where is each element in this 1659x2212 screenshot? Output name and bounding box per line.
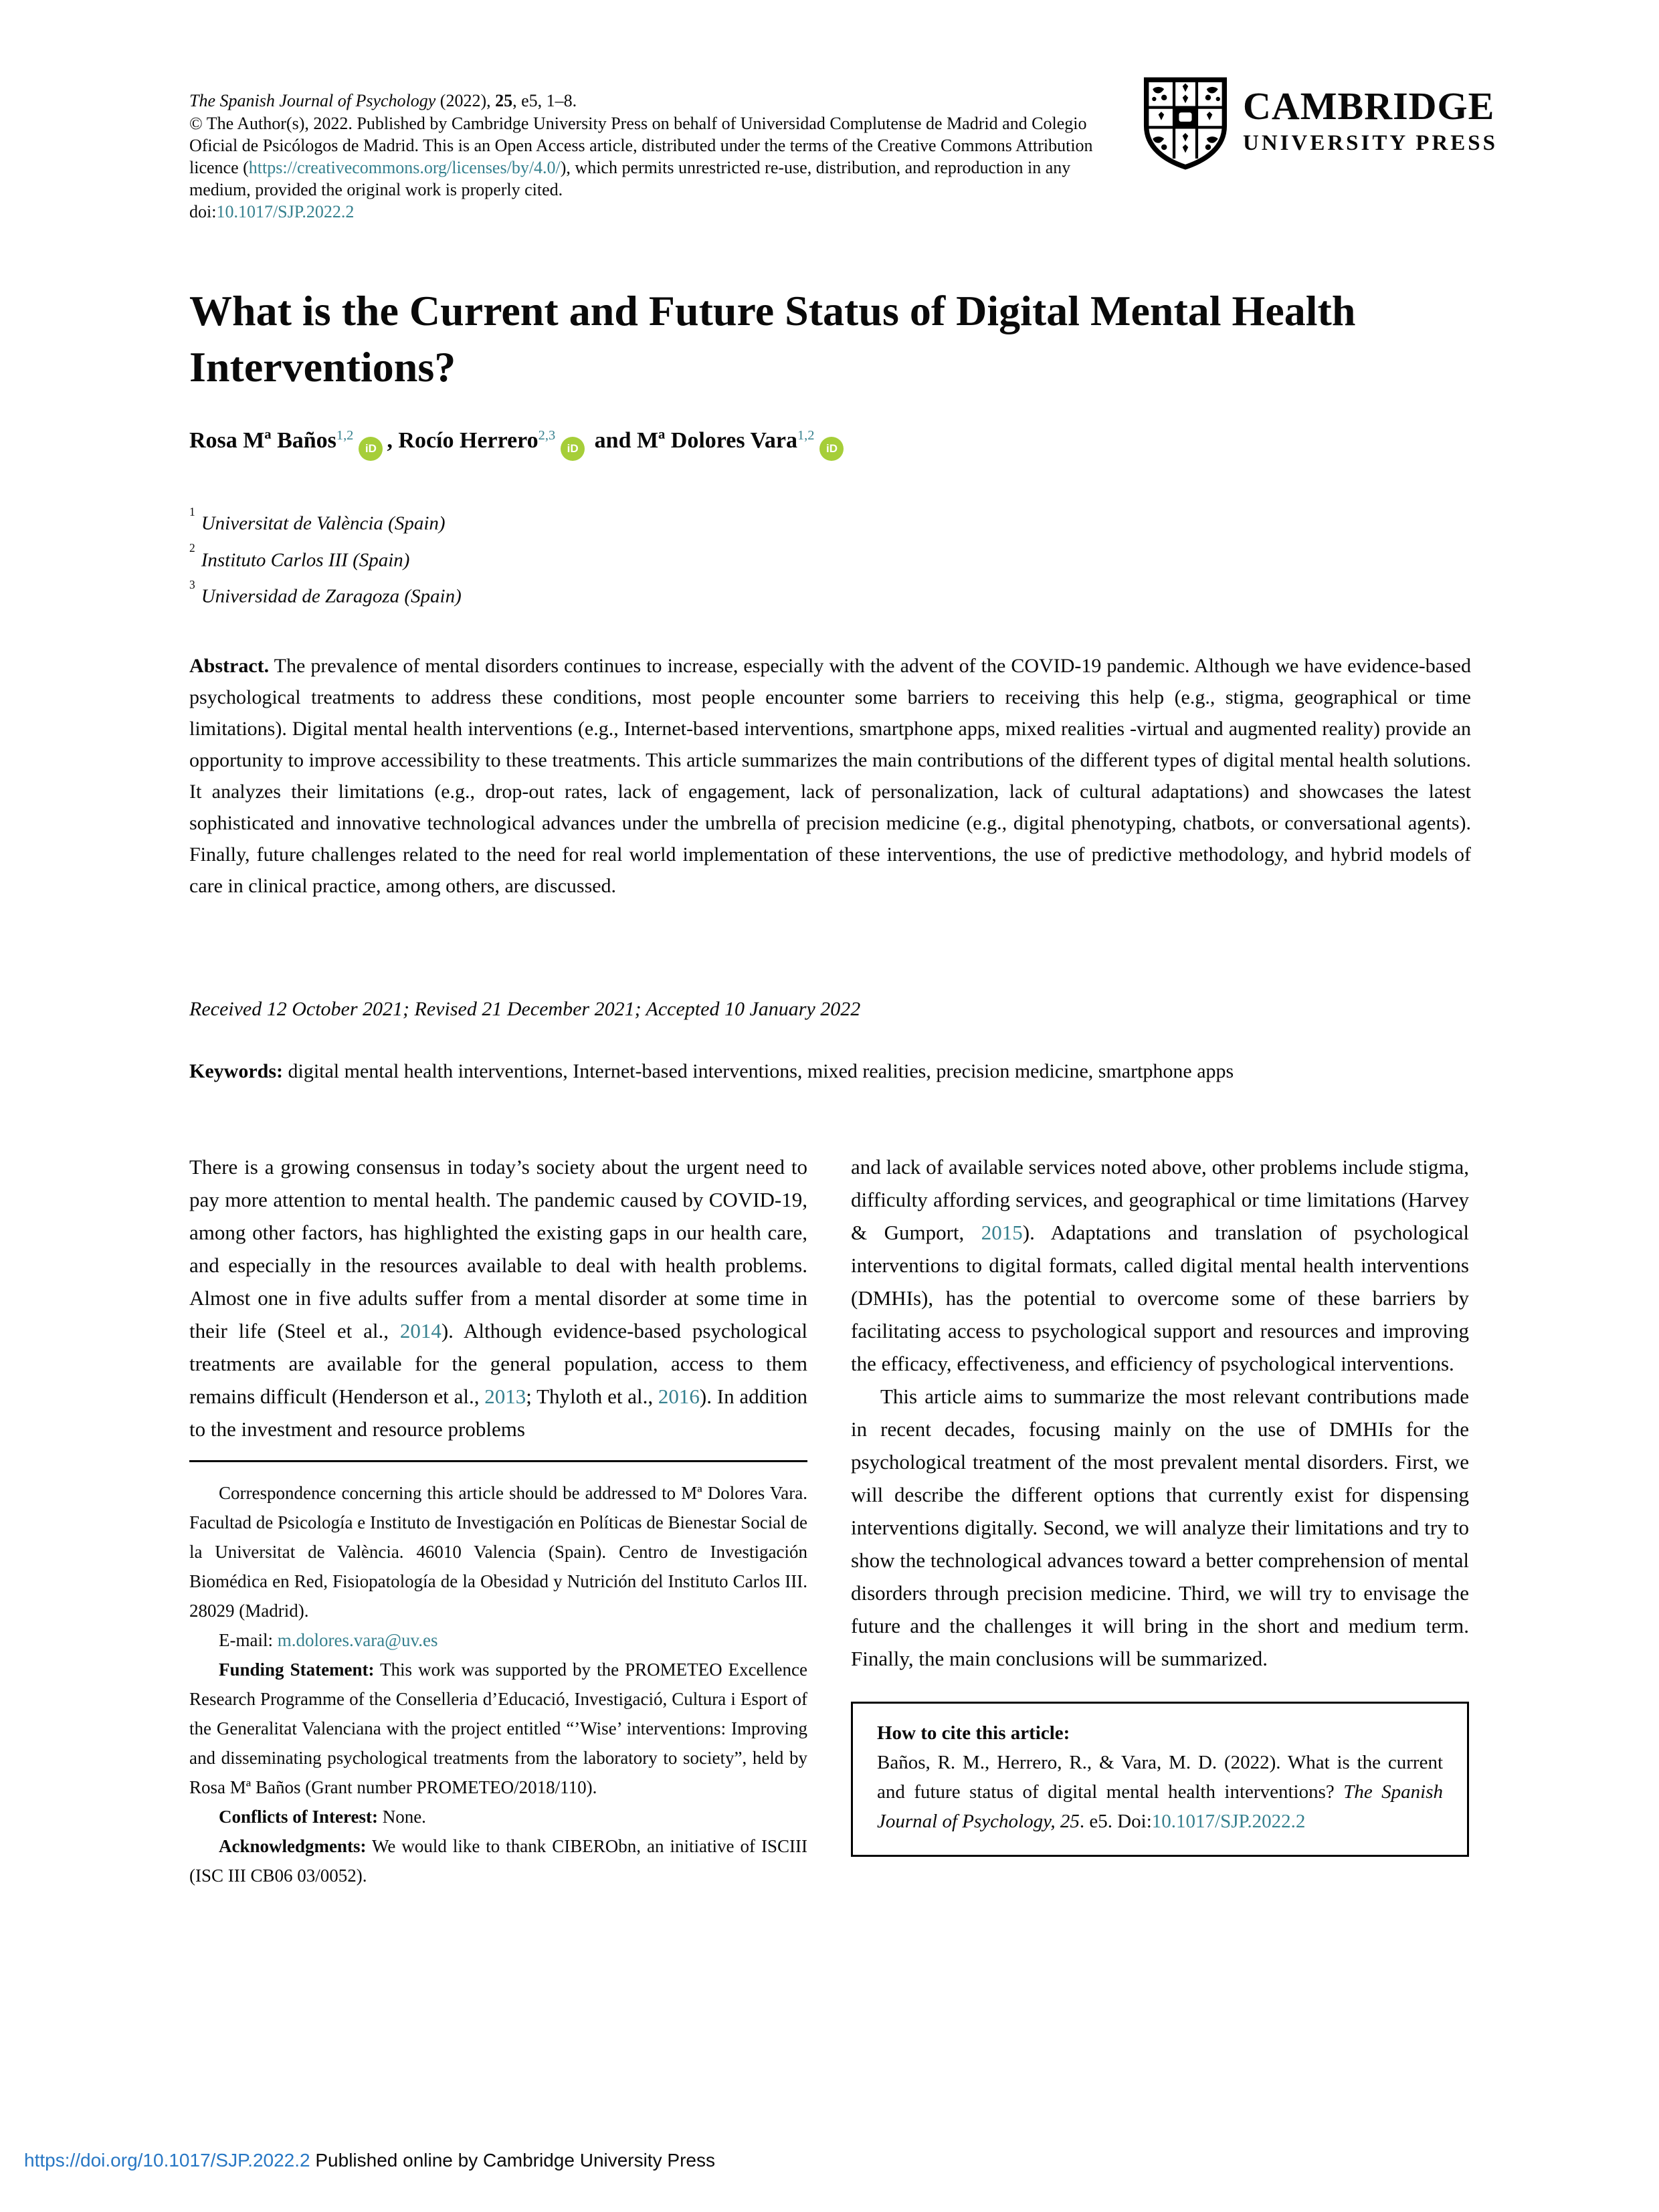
doi-line [189, 201, 1126, 223]
publisher-name-block [1243, 76, 1498, 155]
link[interactable]: 10.1017/SJP.2022.2 [216, 202, 355, 221]
keywords [189, 1055, 1471, 1087]
text-segment: This work was supported by the PROMETEO Excellence Research Programme of the Conselleria d’Educació, Investigació, Cultura i Esport of the Generalitat Valenciana with the project entitled “’Wise’ interventions: Improving and disseminating psychological treatments from the laboratory to society”, held by Rosa Mª Baños (Grant number PROMETEO/2018/110). [189, 1660, 807, 1797]
text-segment: Baños, R. M., Herrero, R., & Vara, M. D. (2022). What is the current and future status of digital mental health interventions? [877, 1752, 1443, 1803]
link[interactable]: https://creativecommons.org/licenses/by/4.0/ [248, 158, 561, 177]
link[interactable]: m.dolores.vara@uv.es [277, 1630, 438, 1650]
affiliation-text: Universidad de Zaragoza (Spain) [201, 585, 462, 607]
text-segment: doi: [189, 202, 217, 221]
text-segment: ). Adaptations and translation of psychological interventions to digital formats, called digital mental health interventions (DMHIs), has the potential to overcome some of these barriers by facilitating access to psychological support and resources and improving the efficacy, effectiveness, and efficiency of psychological interventions. [851, 1221, 1469, 1375]
link[interactable]: 10.1017/SJP.2022.2 [1151, 1811, 1306, 1832]
text-segment: © The Author(s), 2022. Published by Cambridge University Press on behalf of Universidad Complutense de Madrid and Colegio Oficial de Psicólogos de Madrid. This is an Open Access article, distributed under the terms of the Creative Commons Attribution licence ( [189, 114, 1093, 177]
text-segment: The Spanish Journal of Psychology [189, 91, 436, 110]
text-segment: , e5, 1–8. [512, 91, 577, 110]
publisher-name: CAMBRIDGE [1243, 84, 1495, 128]
publisher-subname: UNIVERSITY PRESS [1243, 131, 1498, 155]
text-segment: ). In addition to the investment and resource problems [189, 1385, 807, 1441]
text-segment: Keywords: [189, 1060, 283, 1082]
text-segment: Abstract. [189, 655, 270, 677]
acknowledgments [189, 1831, 807, 1890]
article-title: What is the Current and Future Status of Digital Mental Health Interventions? [189, 286, 1356, 391]
text-segment: and lack of available services noted above, other problems include stigma, difficulty affording services, and geographical or time limitations (Harvey & Gumport, [851, 1155, 1469, 1244]
text-segment: Published online by Cambridge University Press [310, 2150, 715, 2171]
journal-line [189, 90, 1126, 112]
cite-heading: How to cite this article: [877, 1722, 1070, 1744]
link[interactable]: 2016 [658, 1385, 700, 1408]
text-segment: There is a growing consensus in today’s society about the urgent need to pay more attention to mental health. The pandemic caused by COVID-19, among other factors, has highlighted the existing gaps in our health care, and especially in the resources available to deal with health problems. Almost one in five adults suffer from a mental disorder at some time in their life (Steel et al., [189, 1155, 807, 1342]
abstract [189, 650, 1471, 902]
footnote-divider [189, 1460, 807, 1462]
text-segment: Conflicts of Interest: [219, 1807, 378, 1827]
text-segment: . e5. Doi: [1079, 1811, 1152, 1832]
text-segment: E-mail: [219, 1630, 278, 1650]
publisher-logo [1143, 76, 1498, 173]
affiliation-number: 3 [189, 577, 195, 591]
body-right-column [851, 1150, 1469, 1857]
header-citation-block [189, 90, 1126, 223]
funding-statement [189, 1655, 807, 1802]
body-left-column [189, 1150, 807, 1890]
authors-line [189, 428, 1460, 461]
text-segment: digital mental health interventions, Internet-based interventions, mixed realities, precision medicine, smartphone apps [282, 1060, 1234, 1082]
continuation-paragraph [851, 1150, 1469, 1380]
affiliation-line [189, 503, 462, 540]
text-segment: and [589, 428, 637, 453]
affiliations [189, 503, 462, 613]
affiliation-line [189, 540, 462, 577]
affiliation-text: Universitat de València (Spain) [201, 512, 446, 534]
affiliation-number: 1 [189, 504, 195, 518]
text-segment: 1,2 [797, 427, 815, 443]
text-segment: , [387, 428, 399, 453]
link[interactable]: 2015 [981, 1221, 1023, 1244]
text-segment: The Spanish Journal of Psychology, 25 [877, 1781, 1443, 1832]
orcid-icon[interactable]: iD [561, 437, 585, 461]
text-segment: 2,3 [538, 427, 556, 443]
intro-paragraph [189, 1150, 807, 1445]
copyright-text [189, 112, 1126, 201]
text-segment: ). Although evidence-based psychological treatments are available for the general population, access to them remains difficult (Henderson et al., [189, 1319, 808, 1408]
link[interactable]: 2013 [484, 1385, 526, 1408]
page-footer [24, 2150, 715, 2171]
text-segment: Rocío Herrero [398, 428, 539, 453]
orcid-icon[interactable]: iD [359, 437, 383, 461]
text-segment: 25 [495, 91, 513, 110]
footnotes [189, 1478, 807, 1890]
link[interactable]: 2014 [399, 1319, 442, 1342]
correspondence-note [189, 1478, 807, 1625]
text-segment: ), which permits unrestricted re-use, distribution, and reproduction in any medium, provided the original work is properly cited. [189, 158, 1071, 199]
cambridge-shield-icon [1143, 76, 1228, 173]
link[interactable]: https://doi.org/10.1017/SJP.2022.2 [24, 2150, 310, 2171]
text-segment: (2022), [435, 91, 496, 110]
affiliation-number: 2 [189, 541, 195, 555]
text-segment: This article aims to summarize the most relevant contributions made in recent decades, focusing mainly on the use of DMHIs for the psychological treatment of the most prevalent mental disorders. First, we will describe the different options that currently exist for dispensing interventions digitally. Second, we will analyze their limitations and try to show the technological advances toward a better comprehension of mental disorders through precision medicine. Third, we will try to envisage the future and the challenges it will bring in the short and medium term. Finally, the main conclusions will be summarized. [851, 1385, 1469, 1670]
citation-text [877, 1748, 1443, 1836]
affiliation-line [189, 576, 462, 613]
text-segment: None. [377, 1807, 426, 1827]
email-line [189, 1625, 807, 1655]
text-segment: Acknowledgments: [219, 1836, 367, 1856]
text-segment: We would like to thank CIBERObn, an initiative of ISCIII (ISC III CB06 03/0052). [189, 1836, 807, 1886]
aims-paragraph [851, 1380, 1469, 1675]
affiliation-text: Instituto Carlos III (Spain) [201, 549, 410, 571]
text-segment: Mª Dolores Vara [636, 428, 797, 453]
how-to-cite-box [851, 1702, 1469, 1857]
text-segment: Correspondence concerning this article should be addressed to Mª Dolores Vara. Facultad de Psicología e Instituto de Investigación en Políticas de Bienestar Social de la Universitat de València. 46010 Valencia (Spain). Centro de Investigación Biomédica en Red, Fisiopatología de la Obesidad y Nutrición del Instituto Carlos III. 28029 (Madrid). [189, 1483, 807, 1621]
conflicts-statement [189, 1802, 807, 1831]
text-segment: Funding Statement: [219, 1660, 375, 1680]
text-segment: 1,2 [336, 427, 354, 443]
text-segment: Rosa Mª Baños [189, 428, 336, 453]
text-segment: ; Thyloth et al., [526, 1385, 658, 1408]
received-line: Received 12 October 2021; Revised 21 December 2021; Accepted 10 January 2022 [189, 998, 861, 1020]
text-segment: The prevalence of mental disorders continues to increase, especially with the advent of the COVID-19 pandemic. Although we have evidence-based psychological treatments to address these conditions, most people encounter some barriers to receiving this help (e.g., stigma, geographical or time limitations). Digital mental health interventions (e.g., Internet-based interventions, smartphone apps, mixed realities -virtual and augmented reality) provide an opportunity to improve accessibility to these treatments. This article summarizes the main contributions of the different types of digital mental health solutions. It analyzes their limitations (e.g., drop-out rates, lack of engagement, lack of personalization, lack of cultural adaptations) and showcases the latest sophisticated and innovative technological advances under the umbrella of precision medicine (e.g., digital phenotyping, chatbots, or conversational agents). Finally, future challenges related to the need for real world implementation of these interventions, the use of predictive methodology, and hybrid models of care in clinical practice, among others, are discussed. [189, 655, 1471, 897]
orcid-icon[interactable]: iD [819, 437, 844, 461]
